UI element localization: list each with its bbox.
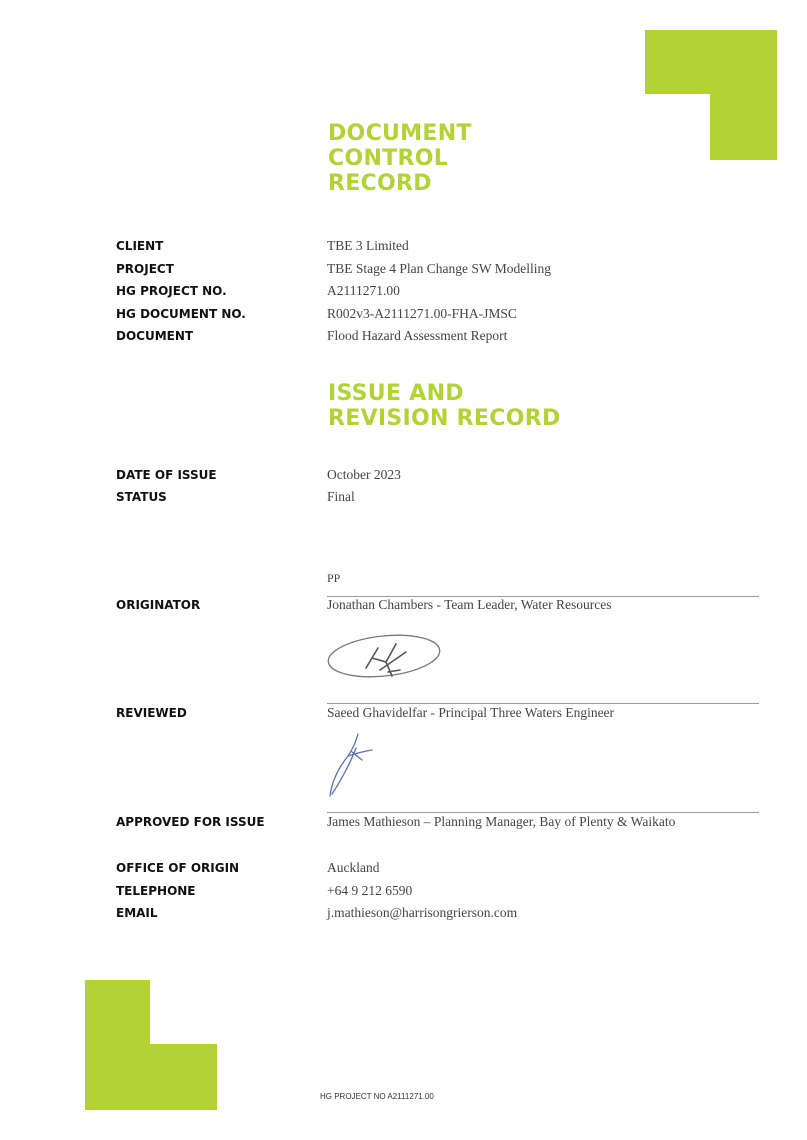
bottom-left-brand-shape-foot: [85, 1044, 217, 1110]
status-value: Final: [327, 489, 355, 504]
originator-label: ORIGINATOR: [116, 598, 201, 612]
office-of-origin-value: Auckland: [327, 860, 380, 875]
approved-value: James Mathieson – Planning Manager, Bay of Plenty & Waikato: [327, 814, 676, 829]
heading-line: RECORD: [328, 171, 432, 196]
heading-line: CONTROL: [328, 146, 449, 171]
client-label: CLIENT: [116, 239, 164, 253]
email-value[interactable]: j.mathieson@harrisongrierson.com: [327, 905, 518, 920]
project-label: PROJECT: [116, 262, 174, 276]
telephone-label: TELEPHONE: [116, 884, 196, 898]
hg-project-no-label: HG PROJECT NO.: [116, 284, 227, 298]
top-right-brand-shape-stem: [710, 30, 777, 160]
client-value: TBE 3 Limited: [327, 238, 409, 253]
date-of-issue-value: October 2023: [327, 467, 401, 482]
office-of-origin-label: OFFICE OF ORIGIN: [116, 861, 240, 875]
footer-project-number: HG PROJECT NO A2111271.00: [320, 1092, 434, 1101]
reviewer-signature: [326, 626, 450, 686]
project-value: TBE Stage 4 Plan Change SW Modelling: [327, 261, 551, 276]
approved-label: APPROVED FOR ISSUE: [116, 815, 265, 829]
heading-line: DOCUMENT: [328, 121, 472, 146]
email-label: EMAIL: [116, 906, 158, 920]
originator-value: Jonathan Chambers - Team Leader, Water Resources: [327, 597, 612, 612]
hg-document-no-label: HG DOCUMENT NO.: [116, 307, 246, 321]
date-of-issue-label: DATE OF ISSUE: [116, 468, 217, 482]
pp-mark: PP: [327, 571, 341, 585]
document-control-heading: [328, 121, 472, 196]
telephone-value: +64 9 212 6590: [327, 883, 413, 898]
hg-project-no-value: A2111271.00: [327, 283, 400, 298]
heading-line: REVISION RECORD: [328, 406, 561, 431]
heading-line: ISSUE AND: [328, 381, 464, 406]
approver-signature: [326, 730, 396, 800]
issue-revision-heading: [328, 381, 561, 431]
status-label: STATUS: [116, 490, 167, 504]
reviewed-label: REVIEWED: [116, 706, 187, 720]
document-value: Flood Hazard Assessment Report: [327, 328, 508, 343]
document-label: DOCUMENT: [116, 329, 194, 343]
hg-document-no-value: R002v3-A2111271.00-FHA-JMSC: [327, 306, 517, 321]
reviewed-value: Saeed Ghavidelfar - Principal Three Waters Engineer: [327, 705, 615, 720]
